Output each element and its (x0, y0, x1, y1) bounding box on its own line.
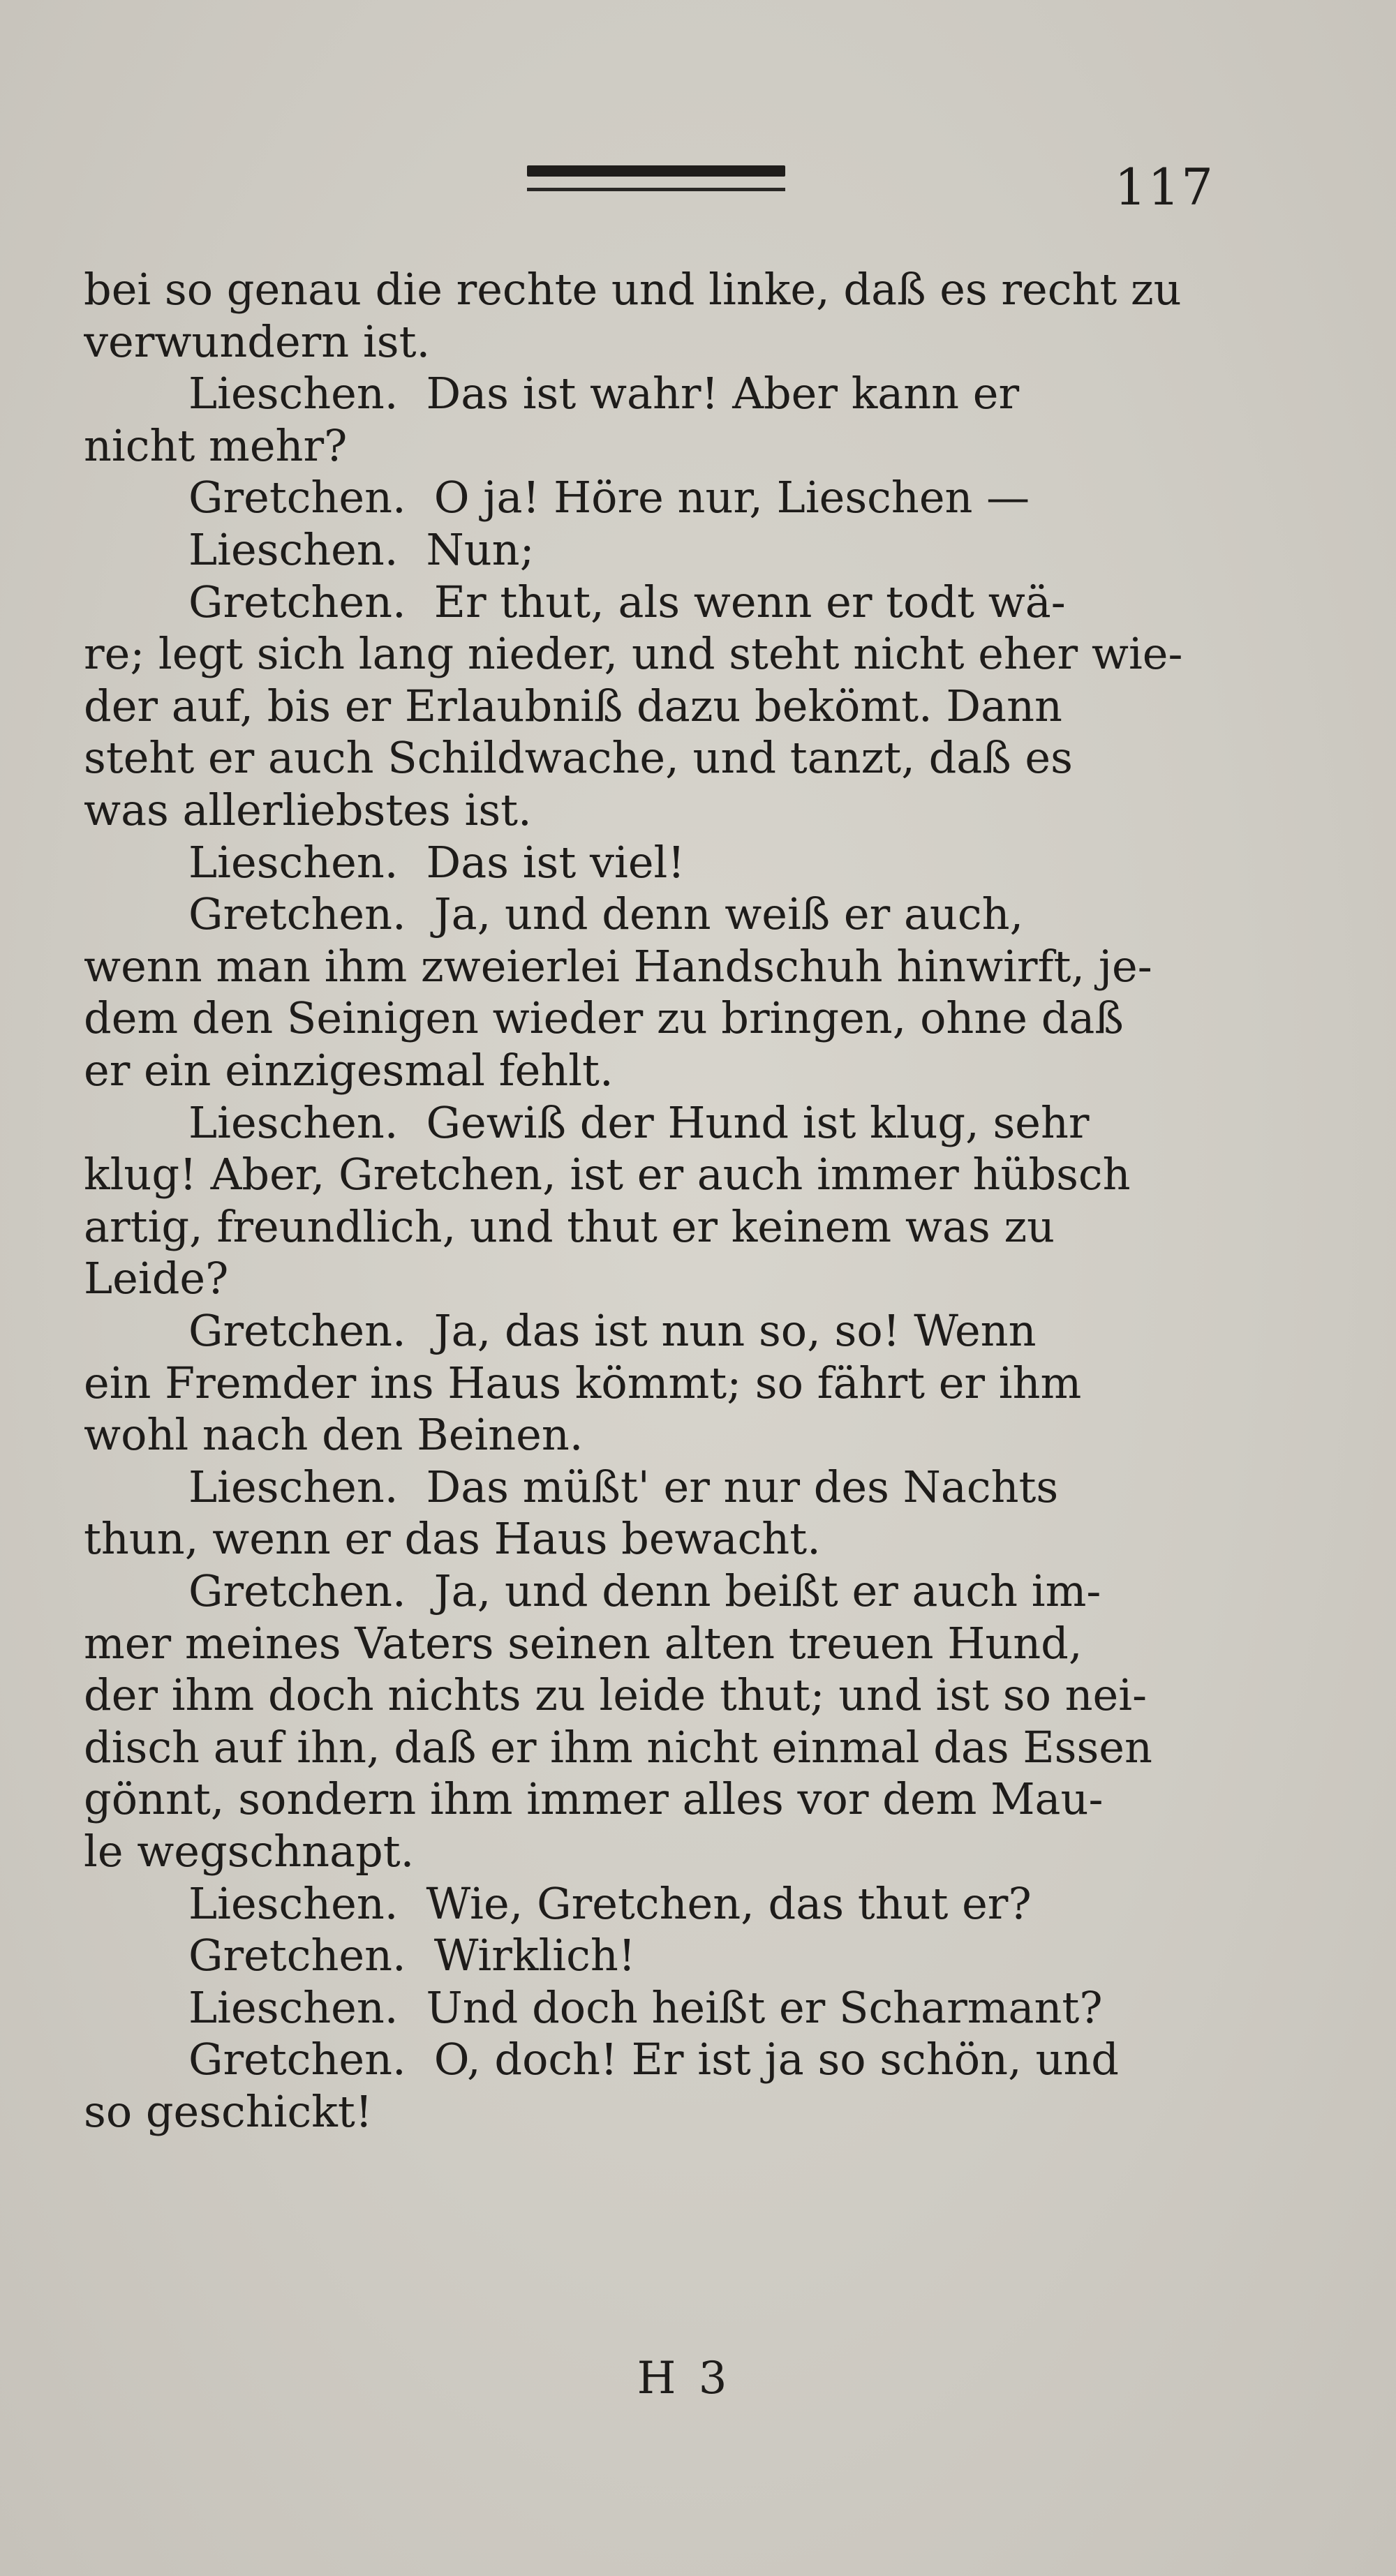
text-line (84, 782, 1228, 838)
text-line (84, 1511, 1228, 1567)
line-text: was allerliebstes ist. (84, 784, 532, 835)
text-line (188, 522, 1228, 578)
line-text: Das ist viel! (426, 837, 685, 888)
text-line (84, 2084, 1228, 2140)
line-text: Ja, das ist nun so, so! Wenn (433, 1305, 1037, 1356)
line-text: klug! Aber, Gretchen, ist er auch immer hübsch (84, 1149, 1131, 1200)
line-text: verwundern ist. (84, 316, 431, 367)
line-text: le wegschnapt. (84, 1826, 415, 1877)
line-text: gönnt, sondern ihm immer alles vor dem Mau- (84, 1773, 1104, 1824)
text-line (188, 1876, 1228, 1932)
line-text: Leide? (84, 1253, 229, 1304)
speaker-name: Gretchen. (188, 472, 406, 523)
text-line (188, 366, 1228, 422)
speaker-name: Lieschen. (188, 524, 399, 575)
text-line (84, 626, 1228, 682)
line-text: mer meines Vaters seinen alten treuen Hund, (84, 1618, 1083, 1669)
text-line (84, 1771, 1228, 1827)
line-text: er ein einzigesmal fehlt. (84, 1045, 614, 1096)
speaker-name: Gretchen. (188, 888, 406, 939)
line-text: wohl nach den Beinen. (84, 1409, 584, 1460)
line-text: Gewiß der Hund ist klug, sehr (426, 1097, 1090, 1148)
signature-mark: H 3 (637, 2353, 732, 2404)
speaker-name: Lieschen. (188, 1097, 399, 1148)
speaker-name: Lieschen. (188, 1461, 399, 1512)
text-line (84, 418, 1228, 474)
text-line (84, 262, 1228, 318)
text-line (84, 1199, 1228, 1255)
text-line (84, 314, 1228, 370)
line-text: der ihm doch nichts zu leide thut; und ist so nei- (84, 1669, 1148, 1720)
text-line (84, 1251, 1228, 1306)
line-text: disch auf ihn, daß er ihm nicht einmal das Essen (84, 1722, 1152, 1773)
text-line (84, 1147, 1228, 1203)
line-text: Ja, und denn weiß er auch, (433, 888, 1024, 939)
text-line (84, 1667, 1228, 1723)
text-line (84, 939, 1228, 995)
text-line (188, 1459, 1228, 1515)
text-line (84, 1043, 1228, 1099)
text-line (84, 1355, 1228, 1411)
text-line (188, 574, 1228, 630)
text-line (84, 1407, 1228, 1463)
page-number: 117 (1114, 158, 1215, 216)
line-text: dem den Seinigen wieder zu bringen, ohne daß (84, 992, 1124, 1043)
text-line (188, 1095, 1228, 1151)
line-text: steht er auch Schildwache, und tanzt, daß es (84, 732, 1073, 783)
speaker-name: Lieschen. (188, 1982, 399, 2033)
line-text: Ja, und denn beißt er auch im- (433, 1565, 1101, 1616)
speaker-name: Gretchen. (188, 1565, 406, 1616)
line-text: ein Fremder ins Haus kömmt; so fährt er ihm (84, 1357, 1082, 1408)
text-line (188, 1928, 1228, 1983)
line-text: bei so genau die rechte und linke, daß es recht zu (84, 264, 1182, 315)
line-text: Das ist wahr! Aber kann er (426, 368, 1020, 419)
line-text: so geschickt! (84, 2086, 373, 2137)
line-text: thun, wenn er das Haus bewacht. (84, 1513, 821, 1564)
text-line (84, 730, 1228, 786)
text-line (84, 1616, 1228, 1672)
text-line (188, 470, 1228, 526)
text-line (84, 678, 1228, 734)
text-line (84, 1824, 1228, 1879)
line-text: Er thut, als wenn er todt wä- (433, 576, 1066, 627)
text-line (84, 990, 1228, 1046)
text-line (188, 2032, 1228, 2087)
line-text: artig, freundlich, und thut er keinem was zu (84, 1201, 1055, 1252)
line-text: wenn man ihm zweierlei Handschuh hinwirft, je- (84, 941, 1152, 992)
speaker-name: Lieschen. (188, 837, 399, 888)
speaker-name: Gretchen. (188, 1305, 406, 1356)
speaker-name: Gretchen. (188, 1930, 406, 1981)
speaker-name: Gretchen. (188, 2034, 406, 2085)
line-text: nicht mehr? (84, 420, 348, 471)
line-text: Wirklich! (433, 1930, 636, 1981)
line-text: O ja! Höre nur, Lieschen — (433, 472, 1030, 523)
line-text: O, doch! Er ist ja so schön, und (433, 2034, 1119, 2085)
line-text: der auf, bis er Erlaubniß dazu bekömt. Dann (84, 680, 1062, 731)
text-line (188, 1980, 1228, 2036)
line-text: Wie, Gretchen, das thut er? (426, 1878, 1032, 1929)
speaker-name: Lieschen. (188, 368, 399, 419)
line-text: Nun; (426, 524, 535, 575)
text-line (84, 1720, 1228, 1775)
text-line (188, 835, 1228, 891)
text-line (188, 1303, 1228, 1359)
speaker-name: Gretchen. (188, 576, 406, 627)
line-text: Das müßt' er nur des Nachts (426, 1461, 1059, 1512)
text-line (188, 886, 1228, 942)
speaker-name: Lieschen. (188, 1878, 399, 1929)
line-text: Und doch heißt er Scharmant? (426, 1982, 1103, 2033)
line-text: re; legt sich lang nieder, und steht nicht eher wie- (84, 628, 1183, 679)
text-line (188, 1563, 1228, 1619)
